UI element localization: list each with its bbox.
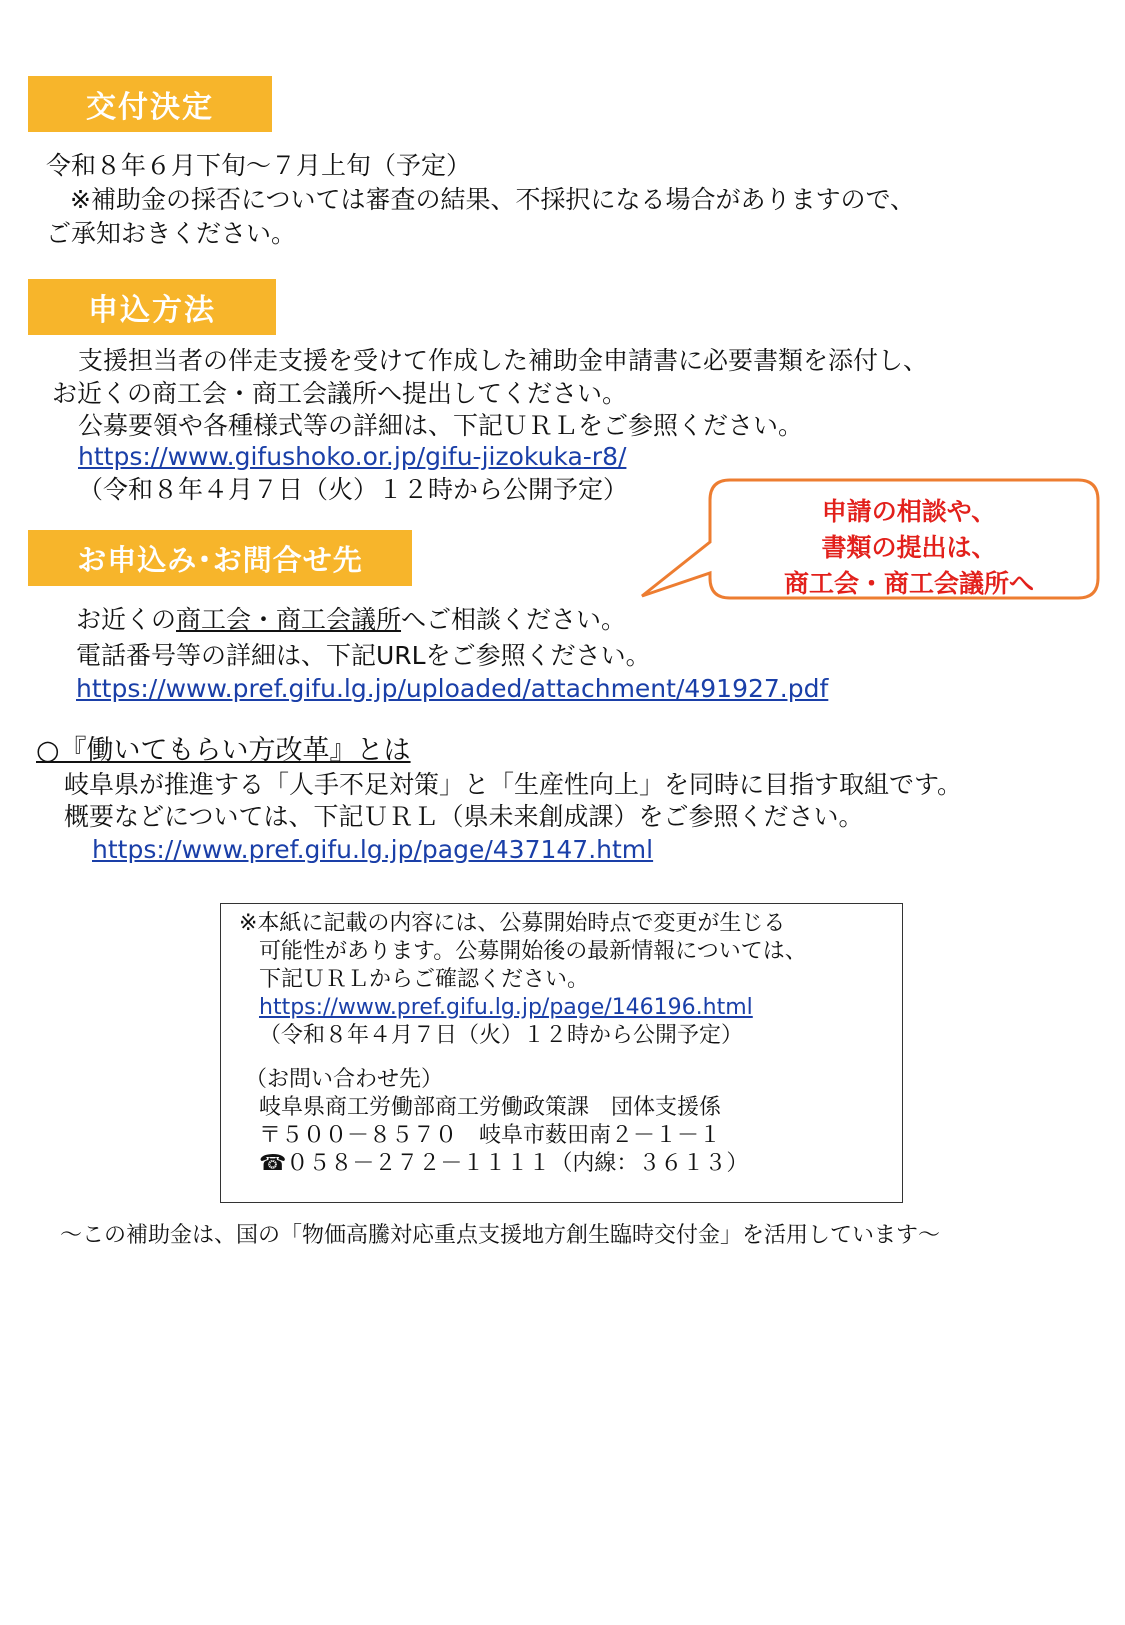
reform-line-2: 概要などについては、下記ＵＲＬ（県未来創成課）をご参照ください。: [64, 802, 864, 831]
footer-note: ～この補助金は、国の「物価高騰対応重点支援地方創生臨時交付金」を活用しています～: [60, 1223, 941, 1248]
contact-line-2: 電話番号等の詳細は、下記URLをご参照ください。: [76, 641, 651, 670]
decision-note: ※補助金の採否については審査の結果、不採択になる場合がありますので、: [70, 185, 915, 214]
notice-line-2: 可能性があります。公募開始後の最新情報については、: [259, 939, 807, 964]
contact-url-link[interactable]: https://www.pref.gifu.lg.jp/uploaded/attachment/491927.pdf: [76, 674, 829, 703]
notice-line-1: ※本紙に記載の内容には、公募開始時点で変更が生じる: [239, 911, 786, 936]
decision-date: 令和８年６月下旬～７月上旬（予定）: [46, 151, 472, 180]
contact-line-1: お近くの商工会・商工会議所へご相談ください。: [76, 605, 627, 634]
notice-address: 〒５００－８５７０ 岐阜市薮田南２－１－１: [259, 1123, 722, 1148]
speech-bubble-text: [730, 494, 1088, 602]
notice-line-3: 下記ＵＲＬからご確認ください。: [259, 967, 590, 992]
bubble-line-2: 書類の提出は、: [821, 533, 997, 562]
notice-url-note: （令和８年４月７日（火）１２時から公開予定）: [259, 1023, 744, 1048]
section-label-apply-method: 申込方法: [28, 279, 276, 335]
reform-url-link[interactable]: https://www.pref.gifu.lg.jp/page/437147.html: [92, 835, 654, 864]
notice-tel: ☎０５８－２７２－１１１１（内線：３６１３）: [259, 1151, 749, 1176]
apply-url-link[interactable]: https://www.gifushoko.or.jp/gifu-jizokuka-r8/: [78, 442, 627, 471]
bubble-line-3: 商工会・商工会議所へ: [783, 569, 1034, 598]
apply-line-3: 公募要領や各種様式等の詳細は、下記ＵＲＬをご参照ください。: [78, 411, 804, 440]
section-label-decision: 交付決定: [28, 76, 272, 132]
notice-dept: 岐阜県商工労働部商工労働政策課 団体支援係: [259, 1095, 722, 1120]
chamber-link-text: 商工会・商工会議所: [176, 605, 402, 634]
apply-url-note: （令和８年４月７日（火）１２時から公開予定）: [78, 475, 629, 504]
decision-note-cont: ご承知おきください。: [46, 219, 297, 248]
section-label-contact: お申込み･お問合せ先: [28, 530, 412, 586]
notice-box: [220, 903, 903, 1203]
reform-line-1: 岐阜県が推進する「人手不足対策」と「生産性向上」を同時に目指す取組です。: [64, 770, 963, 799]
notice-url-link[interactable]: https://www.pref.gifu.lg.jp/page/146196.html: [259, 995, 753, 1020]
apply-line-1: 支援担当者の伴走支援を受けて作成した補助金申請書に必要書類を添付し、: [78, 346, 929, 375]
reform-heading: ○『働いてもらい方改革』とは: [36, 735, 411, 766]
notice-contact-title: （お問い合わせ先）: [245, 1067, 444, 1092]
apply-line-2: お近くの商工会・商工会議所へ提出してください。: [52, 379, 628, 408]
bubble-line-1: 申請の相談や、: [821, 497, 997, 526]
